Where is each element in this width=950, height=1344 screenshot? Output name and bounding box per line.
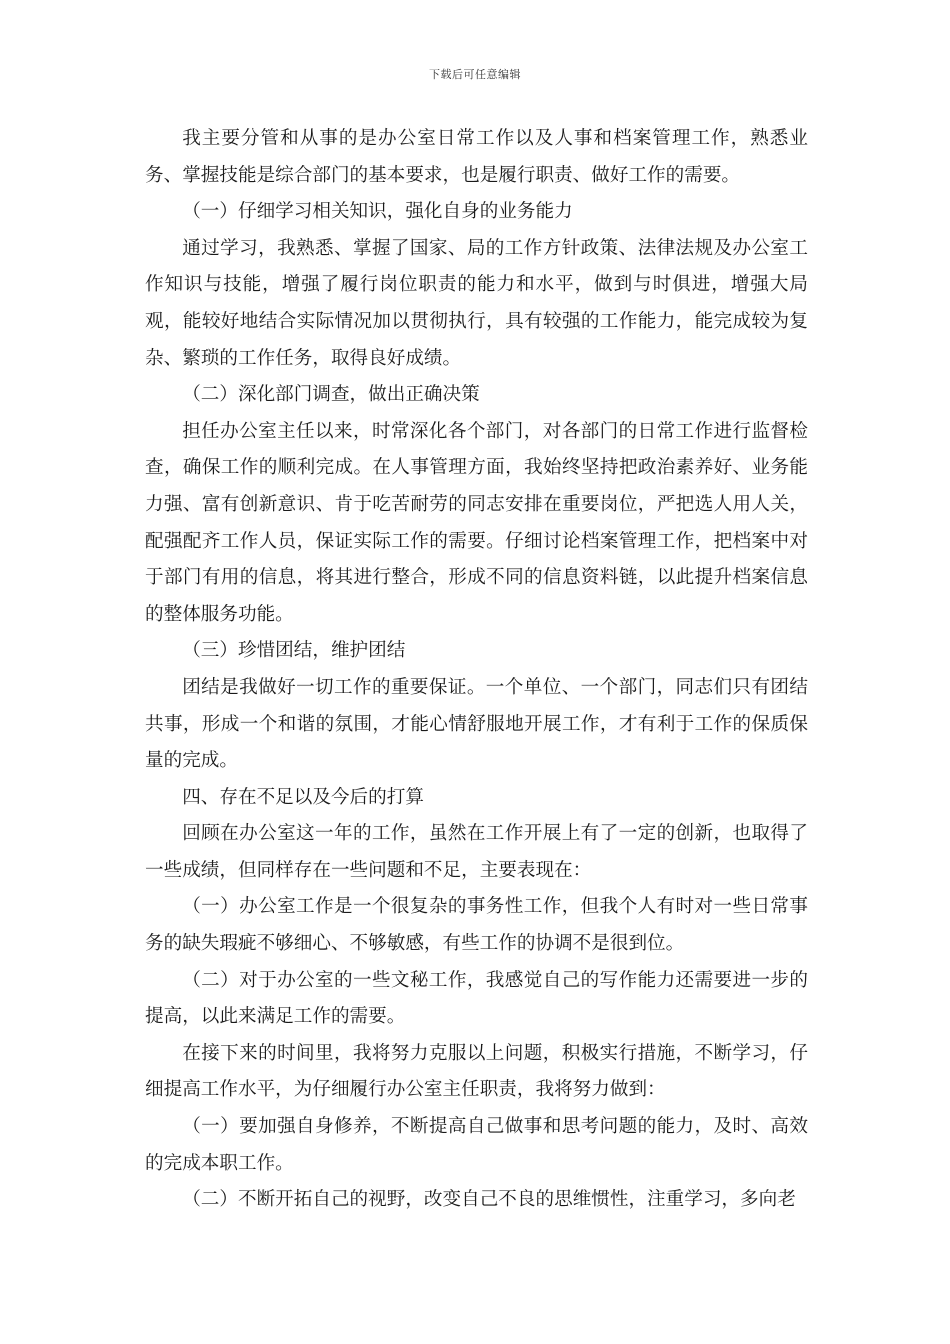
list-item-shortcoming-1: （一）办公室工作是一个很复杂的事务性工作，但我个人有时对一些日常事务的缺失瑕疵不够细心、不够敏感，有些工作的协调不是很到位。 (145, 896, 808, 955)
list-item-plan-2: （二）不断开拓自己的视野，改变自己不良的思维惯性，注重学习，多向老 (182, 1189, 796, 1211)
section-heading-unity: （三）珍惜团结，维护团结 (182, 640, 406, 662)
paragraph-investigation: 担任办公室主任以来，时常深化各个部门，对各部门的日常工作进行监督检查，确保工作的顺利完成。在人事管理方面，我始终坚持把政治素养好、业务能力强、富有创新意识、肯于吃苦耐劳的同志安排在重要岗位，严把选人用人关，配强配齐工作人员，保证实际工作的需要。仔细讨论档案管理工作，把档案中对于部门有用的信息，将其进行整合，形成不同的信息资料链，以此提升档案信息的整体服务功能。 (145, 420, 808, 625)
section-heading-shortcomings: 四、存在不足以及今后的打算 (182, 786, 424, 808)
paragraph-intro: 我主要分管和从事的是办公室日常工作以及人事和档案管理工作，熟悉业务、掌握技能是综合部门的基本要求，也是履行职责、做好工作的需要。 (145, 128, 808, 186)
page-header: 下载后可任意编辑 (429, 68, 521, 81)
paragraph-review: 回顾在办公室这一年的工作，虽然在工作开展上有了一定的创新，也取得了一些成绩，但同样存在一些问题和不足，主要表现在： (145, 823, 808, 881)
section-heading-study: （一）仔细学习相关知识，强化自身的业务能力 (182, 201, 573, 223)
document-body (145, 121, 808, 1219)
section-heading-investigation: （二）深化部门调查，做出正确决策 (182, 384, 480, 406)
paragraph-unity: 团结是我做好一切工作的重要保证。一个单位、一个部门，同志们只有团结共事，形成一个和谐的氛围，才能心情舒服地开展工作，才有利于工作的保质保量的完成。 (145, 676, 808, 772)
list-item-shortcoming-2: （二）对于办公室的一些文秘工作，我感觉自己的写作能力还需要进一步的提高，以此来满足工作的需要。 (145, 969, 808, 1028)
paragraph-study: 通过学习，我熟悉、掌握了国家、局的工作方针政策、法律法规及办公室工作知识与技能，增强了履行岗位职责的能力和水平，做到与时俱进，增强大局观，能较好地结合实际情况加以贯彻执行，具有较强的工作能力，能完成较为复杂、繁琐的工作任务，取得良好成绩。 (145, 237, 808, 369)
list-item-plan-1: （一）要加强自身修养，不断提高自己做事和思考问题的能力，及时、高效的完成本职工作。 (145, 1116, 808, 1174)
paragraph-plan: 在接下来的时间里，我将努力克服以上问题，积极实行措施，不断学习，仔细提高工作水平，为仔细履行办公室主任职责，我将努力做到： (145, 1042, 808, 1101)
